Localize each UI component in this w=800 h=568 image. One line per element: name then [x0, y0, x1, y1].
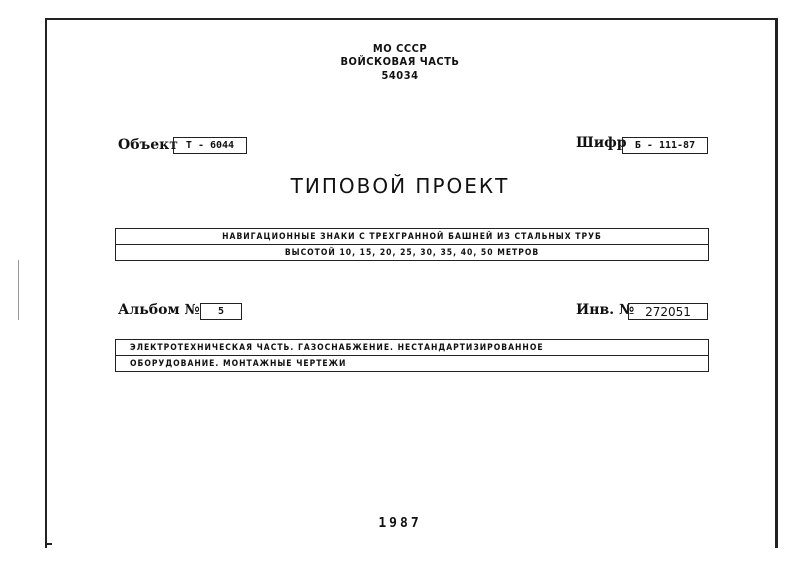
- inventory-value-box: 272051: [628, 303, 708, 320]
- frame-corner-tick: [46, 543, 52, 545]
- cipher-label: Шифр: [576, 135, 627, 151]
- cipher-value-box: Б - 111-87: [622, 137, 708, 154]
- object-value-box: Т - 6044: [173, 137, 247, 154]
- project-name-line-1: НАВИГАЦИОННЫЕ ЗНАКИ С ТРЕХГРАННОЙ БАШНЕЙ ИЗ СТАЛЬНЫХ ТРУБ: [222, 231, 602, 242]
- album-label: Альбом №: [118, 302, 200, 318]
- album-value-box: 5: [200, 303, 242, 320]
- year: 1987: [378, 516, 422, 531]
- header-unit-number: 54034: [381, 69, 419, 82]
- scan-edge-mark: [18, 260, 19, 320]
- album-content-line-2: ОБОРУДОВАНИЕ. МОНТАЖНЫЕ ЧЕРТЕЖИ: [116, 355, 708, 371]
- document-title: ТИПОВОЙ ПРОЕКТ: [290, 174, 510, 198]
- project-name-line-2: ВЫСОТОЙ 10, 15, 20, 25, 30, 35, 40, 50 МЕТРОВ: [116, 244, 708, 260]
- album-content-block: [115, 339, 709, 372]
- header-unit: ВОЙСКОВАЯ ЧАСТЬ: [340, 55, 460, 68]
- object-label: Объект: [118, 137, 178, 153]
- inventory-label: Инв. №: [576, 302, 635, 318]
- project-name-block: [115, 228, 709, 261]
- header-ministry: МО СССР: [372, 42, 428, 55]
- album-content-line-1: ЭЛЕКТРОТЕХНИЧЕСКАЯ ЧАСТЬ. ГАЗОСНАБЖЕНИЕ. НЕСТАНДАРТИЗИРОВАННОЕ: [130, 342, 544, 353]
- title-sheet-frame: [45, 18, 778, 548]
